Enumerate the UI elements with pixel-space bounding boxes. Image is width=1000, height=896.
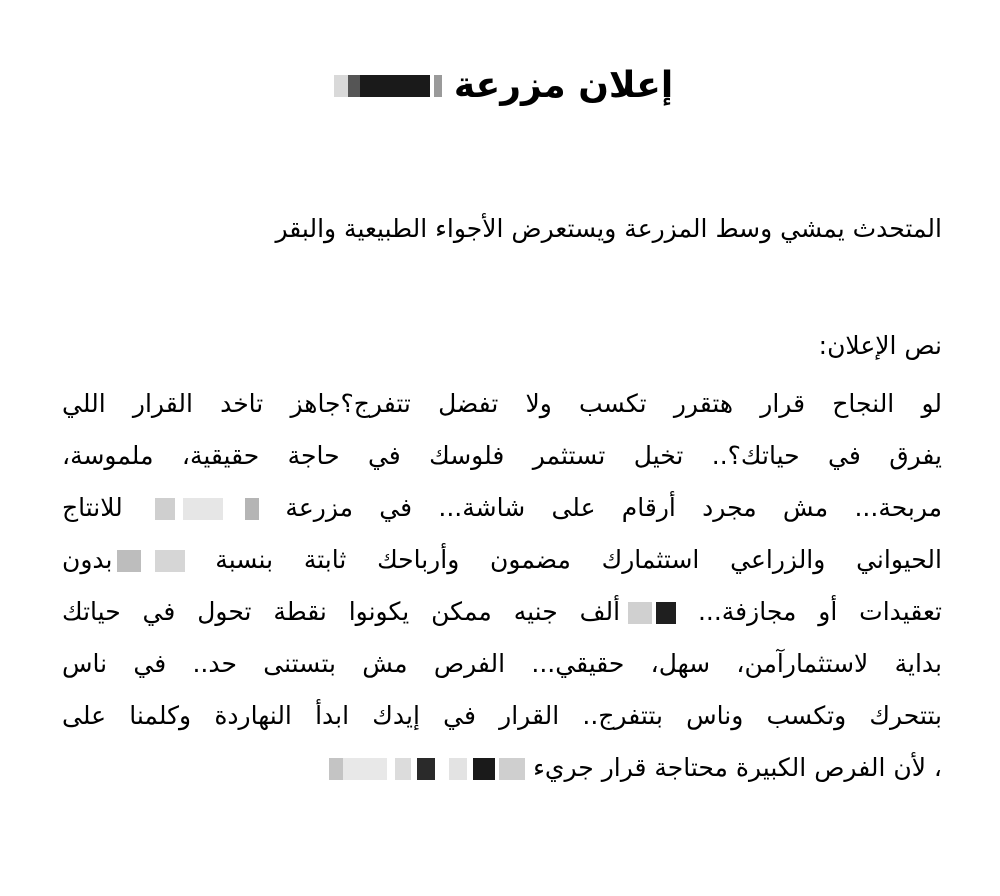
- ad-line-8-text: ، لأن الفرص الكبيرة محتاجة قرار جريء: [533, 753, 942, 782]
- ad-line-5: [62, 586, 942, 638]
- ad-line-3: [62, 482, 942, 534]
- ad-line-5-part-2: ألف جنيه ممكن يكونوا نقطة تحول في حياتك: [62, 597, 621, 626]
- redacted-amount: [620, 602, 676, 624]
- redacted-phone-number: [325, 758, 525, 780]
- ad-line-1: لو النجاح قرار هتقرر تكسب ولا تفضل تتفرج؟جاهز تاخد القرار اللي: [62, 389, 942, 418]
- ad-line-3-part-2: للانتاج: [62, 493, 123, 522]
- ad-line-4-part-2: بدون: [62, 545, 113, 574]
- ad-line-5-part-1: تعقيدات أو مجازفة...: [697, 597, 942, 626]
- ad-line-4-part-1: الحيواني والزراعي استثمارك مضمون وأرباحك ثابتة بنسبة: [215, 545, 942, 574]
- title-row: [0, 62, 1000, 110]
- ad-line-3-part-1: مربحة... مش مجرد أرقام على شاشة... في مزرعة: [285, 493, 943, 522]
- document-title: إعلان مزرعة: [453, 65, 674, 106]
- ad-line-8: [62, 742, 942, 794]
- scene-description: المتحدث يمشي وسط المزرعة ويستعرض الأجواء الطبيعية والبقر: [275, 214, 942, 243]
- ad-line-6: بداية لاستثمارآمن، سهل، حقيقي... الفرص مش بتستنى حد.. في ناس: [62, 649, 942, 678]
- redacted-name: [327, 75, 442, 97]
- ad-line-2: يفرق في حياتك؟.. تخيل تستثمر فلوسك في حاجة حقيقية، ملموسة،: [62, 441, 942, 470]
- ad-line-7: بتتحرك وتكسب وناس بتتفرج.. القرار في إيدك ابدأ النهاردة وكلمنا على: [62, 701, 942, 730]
- ad-text-label: نص الإعلان:: [818, 331, 942, 360]
- ad-line-4: [62, 534, 942, 586]
- redacted-percentage: [113, 550, 185, 572]
- ad-body: [62, 378, 942, 794]
- redacted-farm-name: [149, 498, 259, 520]
